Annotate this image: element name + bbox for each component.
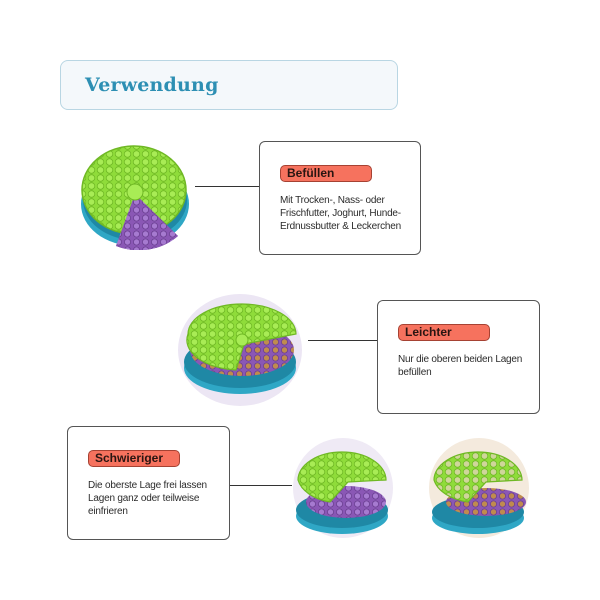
connector-line: [195, 186, 259, 187]
card-befullen-text: Mit Trocken-, Nass- oder Frischfutter, Joghurt, Hunde- Erdnussbutter & Leckerchen: [280, 195, 401, 232]
badge-leichter: Leichter: [398, 324, 490, 341]
lick-bowl-photo: [426, 436, 532, 540]
lick-bowl-photo: [78, 142, 193, 250]
card-leichter-text: Nur die oberen beiden Lagen befüllen: [398, 354, 523, 378]
card-befullen: [259, 141, 421, 255]
section-title-box: [60, 60, 398, 110]
lick-bowl-photo: [172, 290, 310, 408]
badge-schwieriger: Schwieriger: [88, 450, 180, 467]
connector-line: [308, 340, 378, 341]
card-schwieriger: [67, 426, 230, 540]
lick-bowl-photo: [290, 436, 396, 540]
connector-line: [230, 485, 292, 486]
section-title: Verwendung: [85, 74, 219, 96]
card-schwieriger-text: Die oberste Lage frei lassen Lagen ganz oder teilweise einfrieren: [88, 480, 207, 517]
badge-befullen: Befüllen: [280, 165, 372, 182]
card-leichter: [377, 300, 540, 414]
